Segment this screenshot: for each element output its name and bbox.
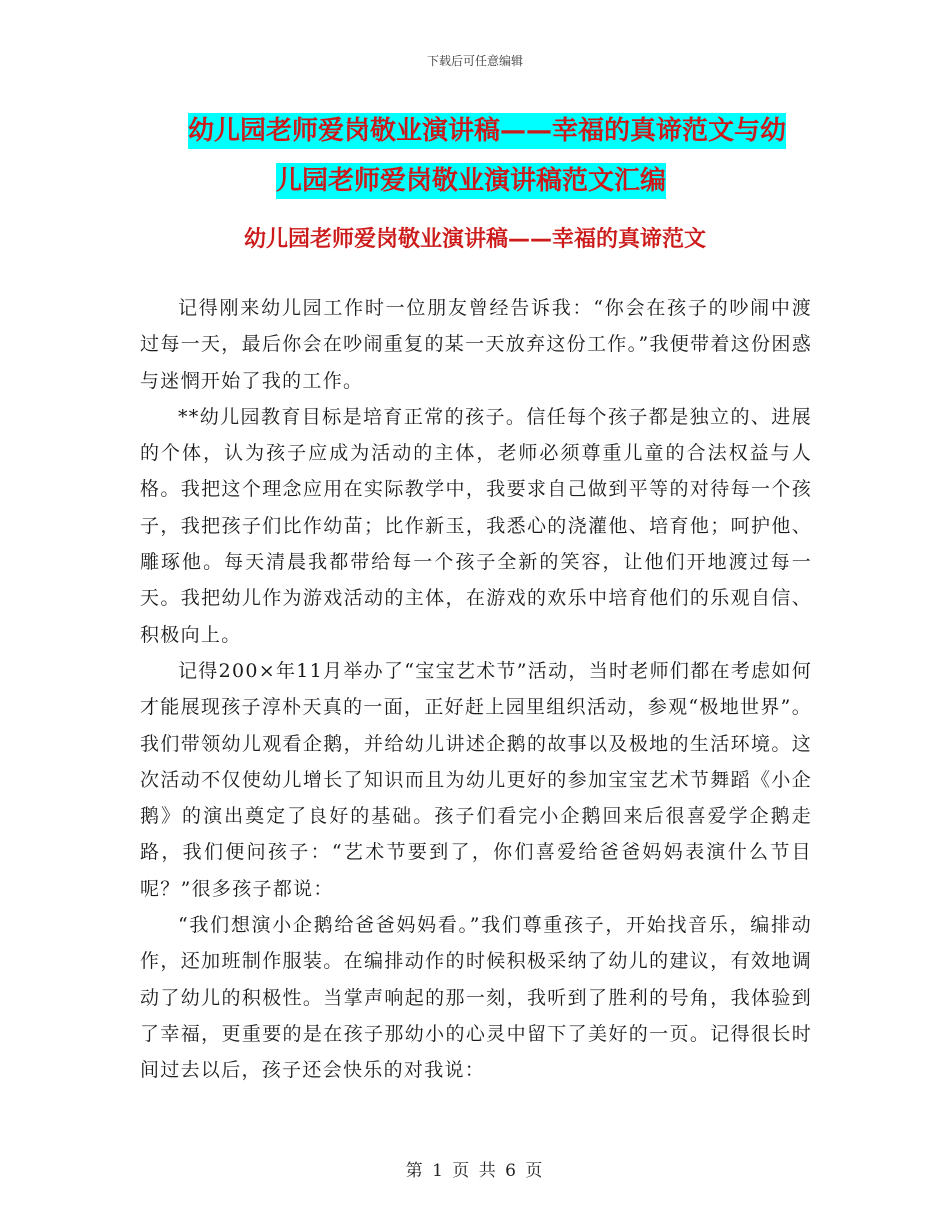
paragraph: **幼儿园教育目标是培育正常的孩子。信任每个孩子都是独立的、进展的个体，认为孩子应成为活动的主体，老师必须尊重儿童的合法权益与人格。我把这个理念应用在实际教学中，我要求自己做到平等的对待每一个孩子，我把孩子们比作幼苗；比作新玉，我悉心的浇灌他、培育他；呵护他、雕琢他。每天清晨我都带给每一个孩子全新的笑容，让他们开地渡过每一天。我把幼儿作为游戏活动的主体，在游戏的欢乐中培育他们的乐观自信、积极向上。 (140, 405, 812, 646)
paragraph: “我们想演小企鹅给爸爸妈妈看。”我们尊重孩子，开始找音乐，编排动作，还加班制作服装。在编排动作的时候积极采纳了幼儿的建议，有效地调动了幼儿的积极性。当掌声响起的那一刻，我听到了胜利的号角，我体验到了幸福，更重要的是在孩子那幼小的心灵中留下了美好的一页。记得很长时间过去以后，孩子还会快乐的对我说： (140, 914, 812, 1082)
paragraph: 记得200×年11月举办了“宝宝艺术节”活动，当时老师们都在考虑如何才能展现孩子淳朴天真的一面，正好赶上园里组织活动，参观“极地世界”。我们带领幼儿观看企鹅，并给幼儿讲述企鹅的故事以及极地的生活环境。这次活动不仅使幼儿增长了知识而且为幼儿更好的参加宝宝艺术节舞蹈《小企鹅》的演出奠定了良好的基础。孩子们看完小企鹅回来后很喜爱学企鹅走路，我们便问孩子：“艺术节要到了，你们喜爱给爸爸妈妈表演什么节目呢？”很多孩子都说： (140, 659, 812, 900)
document-title-line-2: 儿园老师爱岗敬业演讲稿范文汇编 (276, 163, 666, 199)
document-title (188, 106, 818, 206)
section-title: 幼儿园老师爱岗敬业演讲稿——幸福的真谛范文 (243, 227, 706, 252)
body-text (140, 290, 812, 1089)
page-number-footer: 第 1 页 共 6 页 (405, 1161, 545, 1181)
header-note: 下载后可任意编辑 (426, 54, 523, 68)
paragraph: 记得刚来幼儿园工作时一位朋友曾经告诉我：“你会在孩子的吵闹中渡过每一天，最后你会在吵闹重复的某一天放弃这份工作。”我便带着这份困惑与迷惘开始了我的工作。 (140, 297, 812, 392)
document-title-line-1: 幼儿园老师爱岗敬业演讲稿——幸福的真谛范文与幼 (188, 113, 786, 149)
